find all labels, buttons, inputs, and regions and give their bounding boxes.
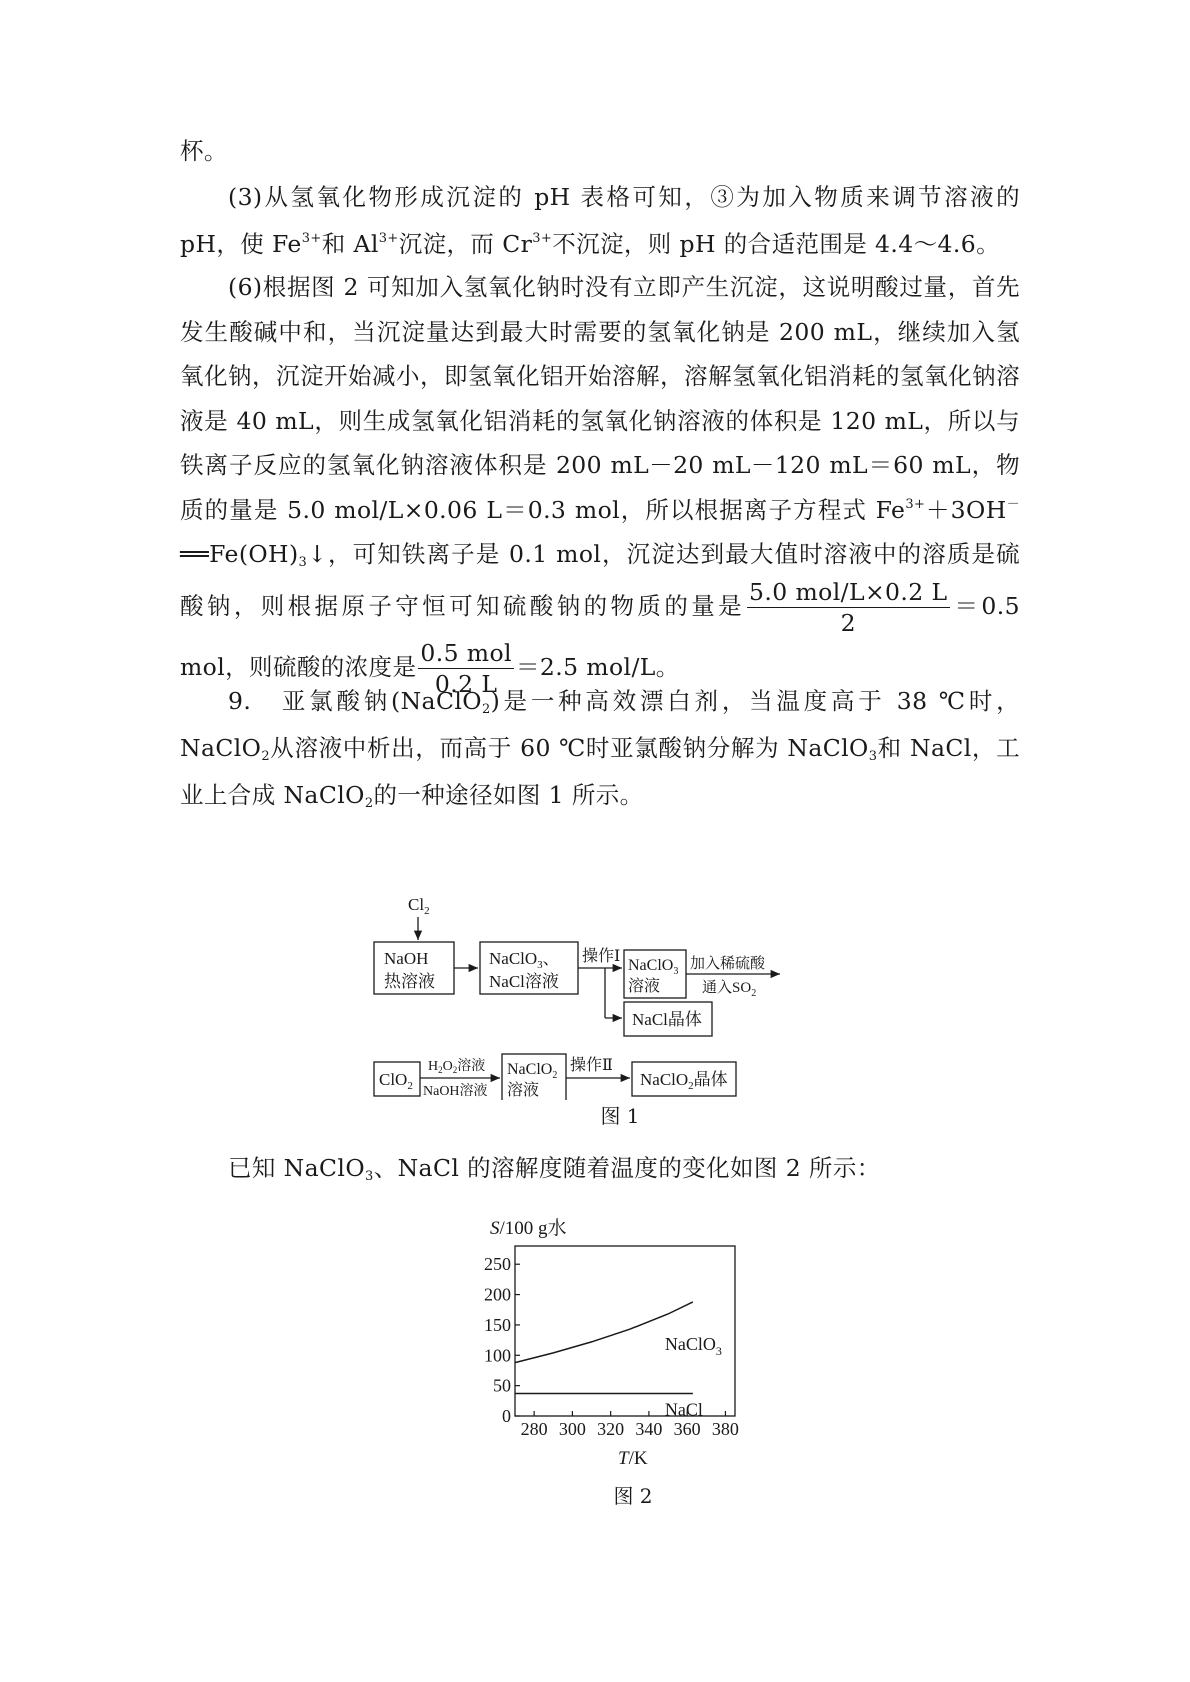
x-tick-label: 320 <box>597 1419 625 1439</box>
x-axis-label: T/K <box>618 1448 648 1468</box>
svg-text:通入SO2: 通入$SO_2$ <box>702 980 757 999</box>
y-tick-label: 200 <box>484 1284 511 1305</box>
label-add-acid: 加入稀硫酸 <box>690 956 766 972</box>
svg-text:NaClO2晶体: NaClO$_2$晶体 <box>640 1070 728 1092</box>
text-line-continuation <box>180 128 1020 175</box>
paragraph-question-9: 9. 亚氯酸钠(NaClO$_2$)是一种高效漂白剂，当温度高于 38 ℃时，NaClO$_2$从溶液中析出，而高于 60 ℃时亚氯酸钠分解为 NaClO$_3$和 NaCl，工业上合成 NaClO$_2$的一种途径如图 1 所示。 <box>180 687 1020 811</box>
x-tick-label: 340 <box>635 1419 663 1439</box>
figure-1-caption: 图 1 <box>600 1104 640 1128</box>
x-tick-label: 360 <box>673 1419 701 1439</box>
svg-text:NaClO2: NaClO$_2$ <box>507 1061 558 1081</box>
fraction-sodium-sulfate: $\frac{\text{5.0 mol/L×0.2 L}}{2}$ <box>749 577 948 637</box>
series-label-nacl: NaCl <box>664 1399 703 1420</box>
series-label-naclo3: NaClO$_3$ <box>664 1333 722 1358</box>
paragraph-answer-6: (6)根据图 2 可知加入氢氧化钠时没有立即产生沉淀，这说明酸过量，首先发生酸碱中和，当沉淀量达到最大时需要的氢氧化钠是 200 mL，继续加入氢氧化钠，沉淀开始减小，即氢氧化铝开始溶解，溶解氢氧化铝消耗的氢氧化钠溶液是 40 mL，则生成氢氧化铝消耗的氢氧化钠溶液的体积是 120 mL，所以与铁离子反应的氢氧化钠溶液体积是 200 mL－20 mL－120 mL＝60 mL，物质的量是 5.0 mol/L×0.06 L＝0.3 mol，所以根据离子方程式 $Fe^{3+}+3OH^-══Fe(OH)_3↓$，可知铁离子是 0.1 mol，沉淀达到最大值时溶液中的溶质是硫酸钠，则根据原子守恒可知硫酸钠的物质的量是 $\frac{\text{5.0 mol/L×0.2 L}}{2}$ ＝0.5 mol，则硫酸的浓度是 $\frac{\text{0.5 mol}}{0.2 L}$ ＝2.5 mol/L。 <box>180 273 1020 698</box>
svg-text:NaClO3、: NaClO$_3$、 <box>489 949 560 971</box>
label-cl2: $Cl_2$ <box>408 895 430 917</box>
svg-text:NaCl溶液: NaCl溶液 <box>489 972 559 991</box>
figure-2-solubility-chart <box>470 1218 770 1468</box>
x-tick-label: 380 <box>711 1419 739 1439</box>
x-tick-label: 300 <box>558 1419 586 1439</box>
paragraph-answer-3: (3)从氢氧化物形成沉淀的 pH 表格可知，③为加入物质来调节溶液的 pH，使 $Fe^{3+}$和 $Al^{3+}$沉淀，而 $Cr^{3+}$不沉淀，则 pH 的合适范围是 4.4～4.6。 <box>180 183 1020 258</box>
svg-text:NaClO3: NaClO$_3$ <box>628 957 679 977</box>
figure-1-flow-diagram <box>360 890 830 1100</box>
y-tick-label: 0 <box>502 1406 511 1426</box>
svg-text:ClO2: ClO$_2$ <box>379 1070 413 1092</box>
figure-2-caption: 图 2 <box>613 1484 653 1508</box>
svg-text:溶液: 溶液 <box>628 978 661 995</box>
svg-text:NaOH溶液: NaOH溶液 <box>423 1084 488 1099</box>
svg-text:NaOH: NaOH <box>384 949 429 968</box>
svg-text:H2O2溶液: $H_2O_2$溶液 <box>428 1059 486 1075</box>
text-fragment: 杯。 <box>180 137 228 165</box>
x-tick-label: 280 <box>520 1419 548 1439</box>
y-tick-label: 250 <box>484 1254 511 1275</box>
paragraph-solubility-intro: 已知 NaClO$_3$、NaCl 的溶解度随着温度的变化如图 2 所示： <box>228 1154 881 1184</box>
svg-text:热溶液: 热溶液 <box>384 972 435 991</box>
svg-text:NaCl晶体: NaCl晶体 <box>632 1010 702 1029</box>
y-tick-label: 100 <box>484 1345 511 1366</box>
fraction-acid-concentration: $\frac{\text{0.5 mol}}{0.2 L}$ <box>420 638 512 698</box>
label-operation-1: 操作Ⅰ <box>582 948 621 965</box>
svg-text:溶液: 溶液 <box>507 1082 540 1099</box>
label-operation-2: 操作Ⅱ <box>570 1057 613 1074</box>
y-tick-label: 150 <box>484 1314 511 1335</box>
y-axis-label: S/100 g水 <box>490 1218 567 1239</box>
y-tick-label: 50 <box>493 1375 511 1396</box>
